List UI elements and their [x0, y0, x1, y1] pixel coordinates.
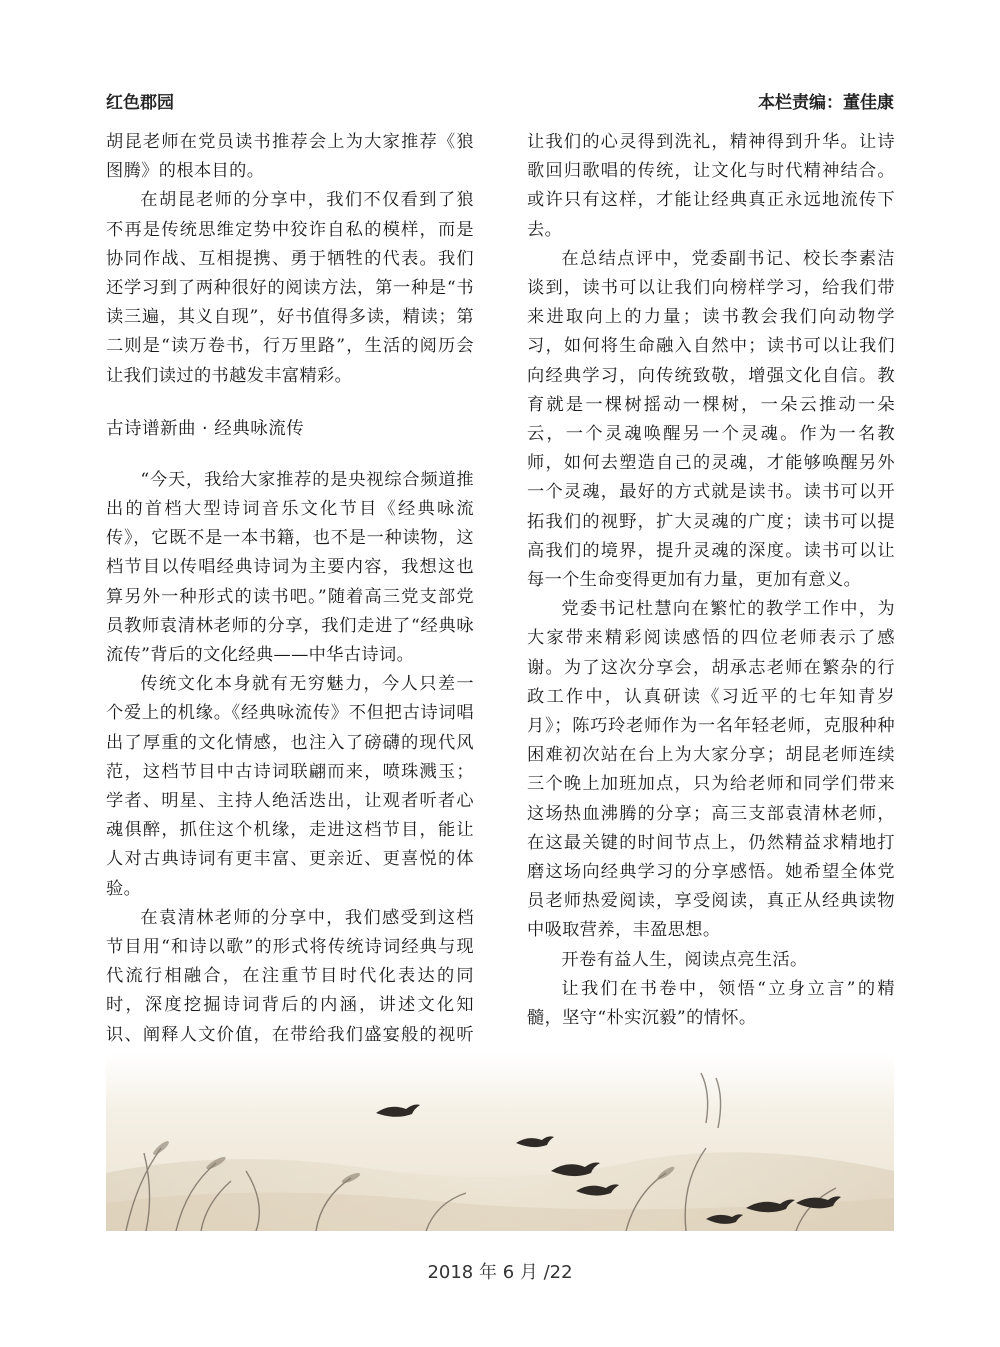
- paragraph: 在袁清林老师的分享中，我们感受到这档节目用“和诗以歌”的形式将传统诗词经典与现代流行相融合，在注重节目时代化表达的同时，深度挖掘诗词背后的内涵，讲述文化知识、阐释人文价值，在带给我们盛宴般的视听: [106, 907, 474, 1045]
- ink-painting-geese-reeds-icon: [106, 1053, 894, 1231]
- column-name: 红色郡园: [106, 93, 174, 113]
- column-editor: 本栏责编：董佳康: [758, 93, 894, 113]
- paragraph: 传统文化本身就有无穷魅力，今人只差一个爱上的机缘。《经典咏流传》不但把古诗词唱出了厚重的文化情感，也注入了磅礴的现代风范，这档节目中古诗词联翩而来，喷珠溅玉；学者、明星、主持人绝活迭出，让观者听者心魂俱醉，抓住这个机缘，走进这档节目，能让人对古典诗词有更丰富、更亲近、更喜悦的体验。: [106, 674, 474, 899]
- right-column: [527, 128, 895, 1033]
- paragraph: 让我们的心灵得到洗礼，精神得到升华。让诗歌回归歌唱的传统，让文化与时代精神结合。或许只有这样，才能让经典真正永远地流传下去。: [527, 132, 895, 240]
- section-title: 古诗谱新曲 · 经典咏流传: [106, 418, 305, 439]
- paragraph: 在胡昆老师的分享中，我们不仅看到了狼不再是传统思维定势中狡诈自私的模样，而是协同作战、互相提携、勇于牺牲的代表。我们还学习到了两种很好的阅读方法，第一种是“书读三遍，其义自现”，好书值得多读，精读；第二则是“读万卷书，行万里路”，生活的阅历会让我们读过的书越发丰富精彩。: [106, 190, 474, 386]
- paragraph: 胡昆老师在党员读书推荐会上为大家推荐《狼图腾》的根本目的。: [106, 132, 474, 182]
- paragraph: 在总结点评中，党委副书记、校长李素洁谈到，读书可以让我们向榜样学习，给我们带来进取向上的力量；读书教会我们向动物学习，如何将生命融入自然中；读书可以让我们向经典学习，向传统致敬，增强文化自信。教育就是一棵树摇动一棵树，一朵云推动一朵云，一个灵魂唤醒另一个灵魂。作为一名教师，如何去塑造自己的灵魂，才能够唤醒另外一个灵魂，最好的方式就是读书。读书可以开拓我们的视野，扩大灵魂的广度；读书可以提高我们的境界，提升灵魂的深度。读书可以让每一个生命变得更加有力量，更加有意义。: [527, 248, 895, 591]
- paragraph: 让我们在书卷中，领悟“立身立言”的精髓，坚守“朴实沉毅”的情怀。: [527, 978, 895, 1029]
- left-column: [106, 128, 474, 1079]
- paragraph: 开卷有益人生，阅读点亮生活。: [561, 949, 808, 970]
- page-footer: 2018 年 6 月 /22: [427, 1262, 573, 1283]
- paragraph: 党委书记杜慧向在繁忙的教学工作中，为大家带来精彩阅读感悟的四位老师表示了感谢。为了这次分享会，胡承志老师在繁杂的行政工作中，认真研读《习近平的七年知青岁月》；陈巧玲老师作为一名年轻老师，克服种种困难初次站在台上为大家分享；胡昆老师连续三个晚上加班加点，只为给老师和同学们带来这场热血沸腾的分享；高三支部袁清林老师，在这最关键的时间节点上，仍然精益求精地打磨这场向经典学习的分享感悟。她希望全体党员老师热爱阅读，享受阅读，真正从经典读物中吸取营养，丰盈思想。: [527, 599, 895, 941]
- paragraph: “今天，我给大家推荐的是央视综合频道推出的首档大型诗词音乐文化节目《经典咏流传》，它既不是一本书籍，也不是一种读物，这档节目以传唱经典诗词为主要内容，我想这也算另外一种形式的读书吧。”随着高三党支部党员教师袁清林老师的分享，我们走进了“经典咏流传”背后的文化经典——中华古诗词。: [106, 469, 474, 666]
